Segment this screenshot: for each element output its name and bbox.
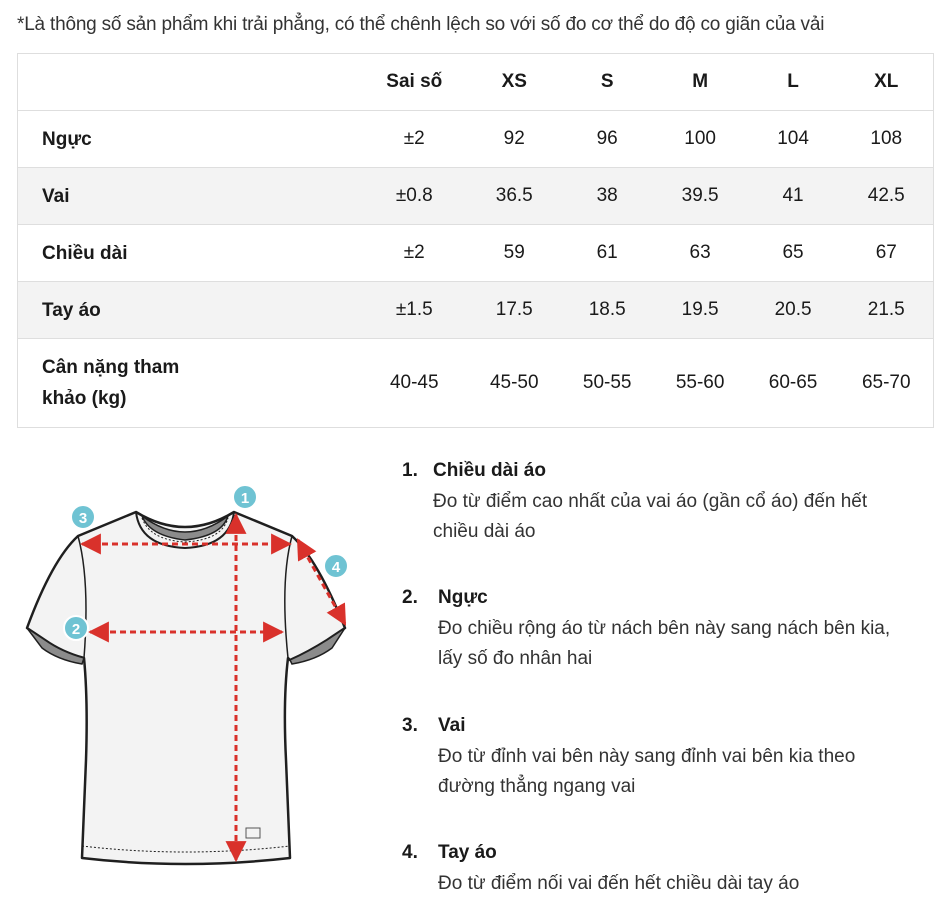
legend-title: Ngực [438, 587, 488, 608]
table-cell: 59 [468, 225, 561, 282]
table-header-row [18, 54, 934, 111]
size-chart-table [17, 53, 934, 428]
table-cell: ±1.5 [361, 282, 468, 339]
svg-text:4: 4 [331, 559, 341, 576]
table-cell: ±2 [361, 225, 468, 282]
table-row [18, 225, 934, 282]
table-cell: 40-45 [361, 339, 468, 428]
legend-number: 3. [402, 715, 418, 736]
row-label: Tay áo [18, 282, 361, 339]
table-cell: 100 [654, 111, 747, 168]
table-cell: ±0.8 [361, 168, 468, 225]
row-label: Chiều dài [18, 225, 361, 282]
svg-text:1: 1 [240, 490, 250, 507]
size-note: *Là thông số sản phẩm khi trải phẳng, có thể chênh lệch so với số đo cơ thể do độ co giãn của vải [17, 14, 825, 35]
table-cell: 55-60 [654, 339, 747, 428]
tshirt-outline [27, 512, 345, 864]
legend-number: 4. [402, 842, 418, 863]
legend-title: Vai [438, 715, 466, 736]
table-cell: 50-55 [561, 339, 654, 428]
legend-title: Tay áo [438, 842, 497, 863]
table-cell: 60-65 [747, 339, 840, 428]
table-cell: ±2 [361, 111, 468, 168]
marker-1 [233, 485, 257, 509]
table-header-xs: XS [468, 54, 561, 111]
svg-text:2: 2 [71, 621, 81, 638]
marker-2 [64, 616, 88, 640]
table-header-tolerance: Sai số [361, 54, 468, 111]
legend-description: Đo từ điểm nối vai đến hết chiều dài tay áo [438, 873, 800, 894]
legend-description: Đo từ đỉnh vai bên này sang đỉnh vai bên kia theo đường thẳng ngang vai [438, 746, 856, 797]
table-cell: 42.5 [840, 168, 934, 225]
marker-4 [324, 554, 348, 578]
row-label: Vai [18, 168, 361, 225]
table-cell: 104 [747, 111, 840, 168]
svg-text:3: 3 [78, 510, 88, 527]
row-label [18, 339, 361, 428]
table-cell: 36.5 [468, 168, 561, 225]
marker-3 [71, 505, 95, 529]
table-header-s: S [561, 54, 654, 111]
legend-number: 1. [402, 460, 418, 481]
table-cell: 41 [747, 168, 840, 225]
tshirt-measurement-diagram [20, 478, 360, 868]
table-cell: 45-50 [468, 339, 561, 428]
table-cell: 38 [561, 168, 654, 225]
table-row [18, 111, 934, 168]
table-cell: 20.5 [747, 282, 840, 339]
legend-title: Chiều dài áo [433, 460, 546, 481]
table-cell: 63 [654, 225, 747, 282]
table-header-corner [18, 54, 361, 111]
table-cell: 18.5 [561, 282, 654, 339]
row-label-text: Cân nặng tham khảo (kg) [42, 357, 180, 409]
table-cell: 65-70 [840, 339, 934, 428]
table-row [18, 282, 934, 339]
table-cell: 108 [840, 111, 934, 168]
table-header-xl: XL [840, 54, 934, 111]
table-row [18, 339, 934, 428]
table-cell: 39.5 [654, 168, 747, 225]
table-row [18, 168, 934, 225]
legend-description: Đo từ điểm cao nhất của vai áo (gần cổ áo) đến hết chiều dài áo [433, 491, 868, 542]
legend-description: Đo chiều rộng áo từ nách bên này sang nách bên kia, lấy số đo nhân hai [438, 618, 891, 669]
table-cell: 19.5 [654, 282, 747, 339]
table-header-l: L [747, 54, 840, 111]
table-cell: 67 [840, 225, 934, 282]
table-cell: 92 [468, 111, 561, 168]
row-label: Ngực [18, 111, 361, 168]
table-cell: 17.5 [468, 282, 561, 339]
table-cell: 96 [561, 111, 654, 168]
table-cell: 65 [747, 225, 840, 282]
table-cell: 21.5 [840, 282, 934, 339]
table-cell: 61 [561, 225, 654, 282]
legend-number: 2. [402, 587, 418, 608]
table-header-m: M [654, 54, 747, 111]
